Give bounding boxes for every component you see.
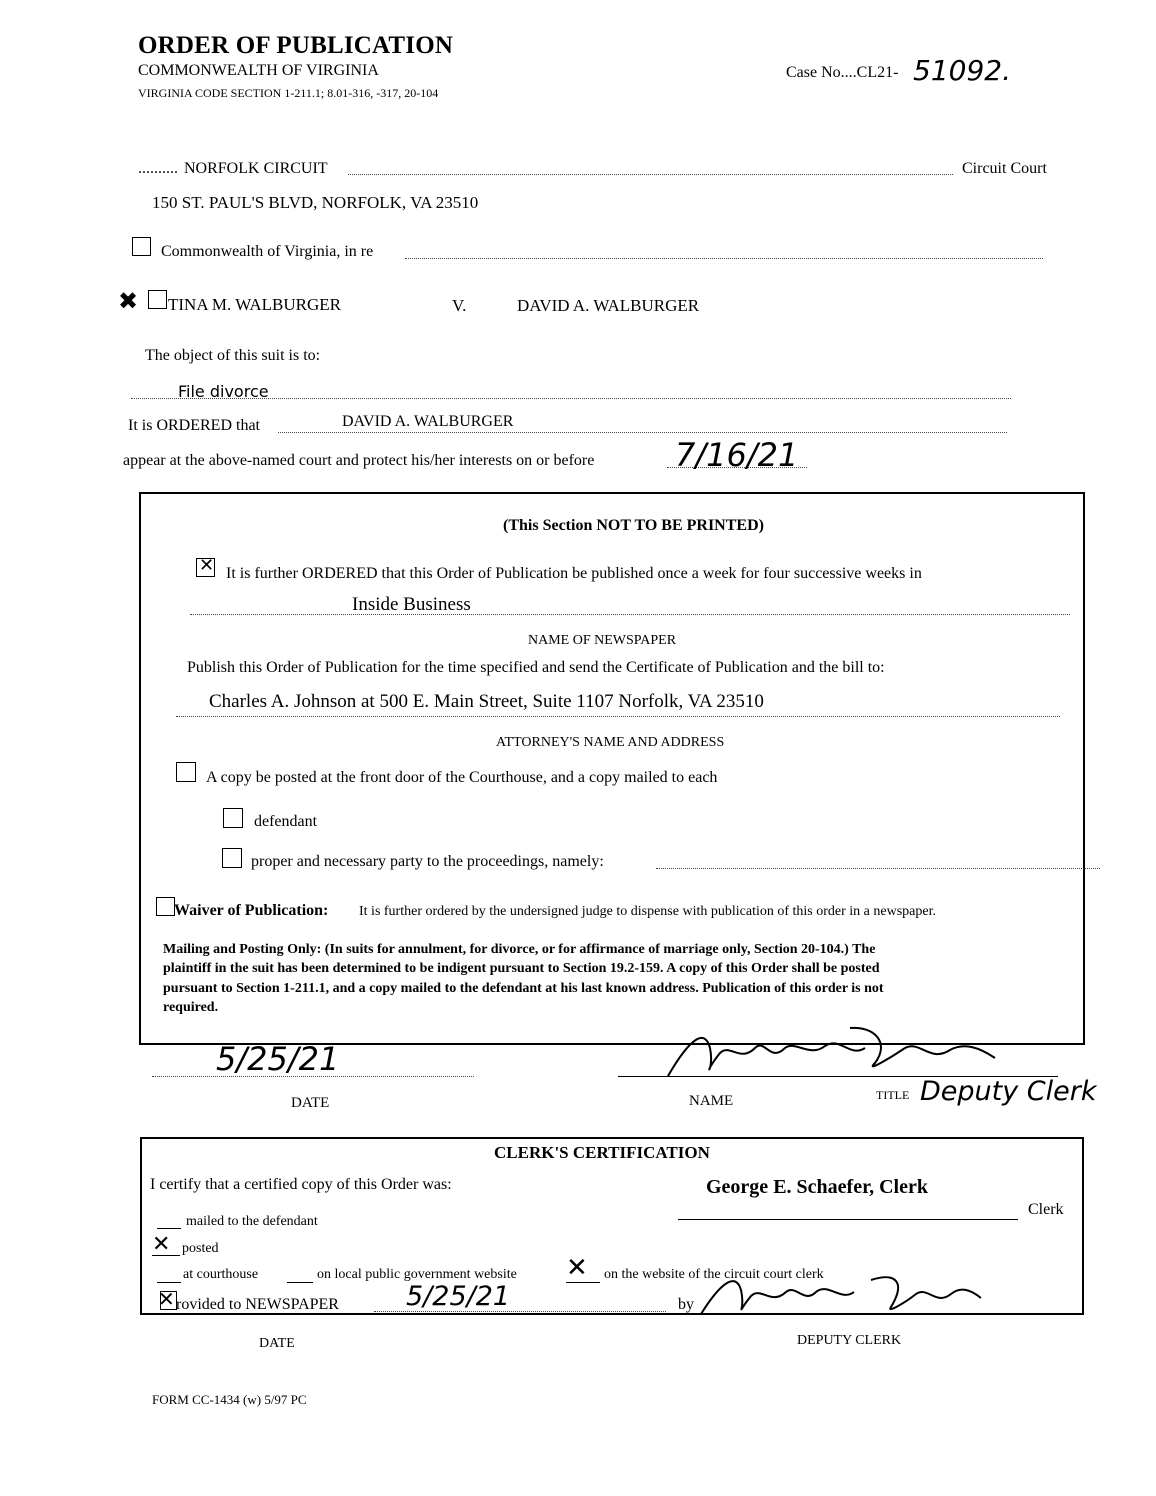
appear-date-handwritten: 7/16/21	[675, 436, 799, 474]
date-label: DATE	[291, 1095, 330, 1111]
further-ordered-text: It is further ORDERED that this Order of Publication be published once a week for four successive weeks in	[226, 565, 922, 582]
court-name: NORFOLK CIRCUIT	[184, 160, 328, 177]
newspaper-caption: NAME OF NEWSPAPER	[528, 633, 677, 648]
clerk-label: Clerk	[1028, 1201, 1064, 1218]
ordered-party: DAVID A. WALBURGER	[342, 413, 514, 430]
mailing-line-1: Mailing and Posting Only: (In suits for annulment, for divorce, or for affirmance of marriage only, Section 20-104.) The	[163, 942, 876, 957]
versus-label: V.	[452, 296, 467, 315]
not-printed-heading: (This Section NOT TO BE PRINTED)	[503, 517, 764, 534]
proper-party-dotted-line	[656, 868, 1100, 869]
deputy-clerk-label: DEPUTY CLERK	[797, 1333, 902, 1348]
appear-text: appear at the above-named court and protect his/her interests on or before	[123, 452, 595, 469]
x-check-icon: ✕	[566, 1253, 588, 1283]
x-check-icon: ✕	[152, 1232, 171, 1257]
circuit-court-label: Circuit Court	[962, 160, 1047, 177]
publish-text: Publish this Order of Publication for the time specified and send the Certificate of Publication and the bill to:	[187, 659, 885, 676]
mailed-blank[interactable]	[157, 1228, 181, 1229]
signature-date-handwritten: 5/25/21	[216, 1040, 340, 1078]
object-value: File divorce	[178, 382, 269, 401]
deputy-clerk-signature	[696, 1262, 986, 1322]
mailing-line-2: plaintiff in the suit has been determined to be indigent pursuant to Section 19.2-159. A copy of this Order shall be posted	[163, 961, 880, 976]
object-label: The object of this suit is to:	[145, 347, 321, 364]
waiver-checkbox[interactable]	[156, 897, 175, 916]
defendant-name: DAVID A. WALBURGER	[517, 296, 700, 315]
title-label: TITLE	[876, 1088, 910, 1102]
name-label: NAME	[689, 1093, 734, 1109]
mailing-line-4: required.	[163, 1000, 219, 1015]
plaintiff-name: TINA M. WALBURGER	[168, 295, 341, 314]
clerk-cert-heading: CLERK'S CERTIFICATION	[494, 1143, 710, 1162]
cert-date-label: DATE	[259, 1336, 295, 1351]
local-site-blank[interactable]	[287, 1282, 313, 1283]
court-dotted-line	[348, 174, 953, 175]
courthouse-blank[interactable]	[157, 1282, 181, 1283]
title-handwritten: Deputy Clerk	[920, 1076, 1097, 1107]
x-check-icon: ✕	[158, 1287, 175, 1311]
case-number-handwritten: 51092.	[913, 54, 1011, 87]
by-label: by	[678, 1296, 694, 1313]
proper-party-checkbox[interactable]	[222, 848, 242, 868]
plaintiff-checkbox[interactable]	[148, 290, 167, 309]
clerk-site-label: on the website of the circuit court clerk	[604, 1267, 824, 1282]
provided-label: rovided to NEWSPAPER	[176, 1296, 339, 1313]
commonwealth-heading: COMMONWEALTH OF VIRGINIA	[138, 62, 379, 79]
court-prefix: ..........	[138, 160, 178, 177]
clerk-line	[678, 1219, 1018, 1220]
posted-courthouse-text: A copy be posted at the front door of the Courthouse, and a copy mailed to each	[206, 769, 718, 786]
form-title: ORDER OF PUBLICATION	[138, 32, 454, 59]
commonwealth-checkbox[interactable]	[132, 237, 151, 256]
ordered-label: It is ORDERED that	[128, 417, 260, 434]
case-number-label: Case No....CL21-	[786, 64, 899, 81]
courthouse-label: at courthouse	[183, 1267, 259, 1282]
posted-courthouse-checkbox[interactable]	[176, 762, 196, 782]
newspaper-dotted-line	[190, 614, 1070, 615]
form-id: FORM CC-1434 (w) 5/97 PC	[152, 1392, 307, 1407]
proper-party-label: proper and necessary party to the proceedings, namely:	[251, 853, 604, 870]
commonwealth-dotted-line	[405, 258, 1043, 259]
clerk-stamp: George E. Schaefer, Clerk	[706, 1176, 928, 1198]
defendant-label: defendant	[254, 813, 318, 830]
waiver-label: Waiver of Publication:	[174, 902, 329, 919]
attorney-dotted-line	[176, 716, 1060, 717]
attorney-address: Charles A. Johnson at 500 E. Main Street, Suite 1107 Norfolk, VA 23510	[209, 691, 764, 712]
attorney-caption: ATTORNEY'S NAME AND ADDRESS	[496, 735, 725, 750]
x-check-icon: ✖	[118, 287, 139, 315]
provided-date-handwritten: 5/25/21	[406, 1281, 511, 1312]
waiver-text: It is further ordered by the undersigned judge to dispense with publication of this order in a newspaper.	[359, 904, 936, 919]
court-address: 150 ST. PAUL'S BLVD, NORFOLK, VA 23510	[152, 193, 479, 212]
x-check-icon: ✕	[199, 555, 215, 576]
local-site-label: on local public government website	[317, 1267, 517, 1282]
commonwealth-label: Commonwealth of Virginia, in re	[161, 243, 374, 260]
posted-label: posted	[182, 1241, 219, 1256]
ordered-dotted-line	[278, 432, 1007, 433]
defendant-checkbox[interactable]	[223, 808, 243, 828]
certify-text: I certify that a certified copy of this Order was:	[150, 1176, 452, 1193]
newspaper-name: Inside Business	[352, 594, 471, 615]
mailing-line-3: pursuant to Section 1-211.1, and a copy mailed to the defendant at his last known address. Publication of this order is not	[163, 981, 884, 996]
code-section: VIRGINIA CODE SECTION 1-211.1; 8.01-316, -317, 20-104	[138, 86, 439, 100]
mailed-label: mailed to the defendant	[186, 1214, 318, 1229]
